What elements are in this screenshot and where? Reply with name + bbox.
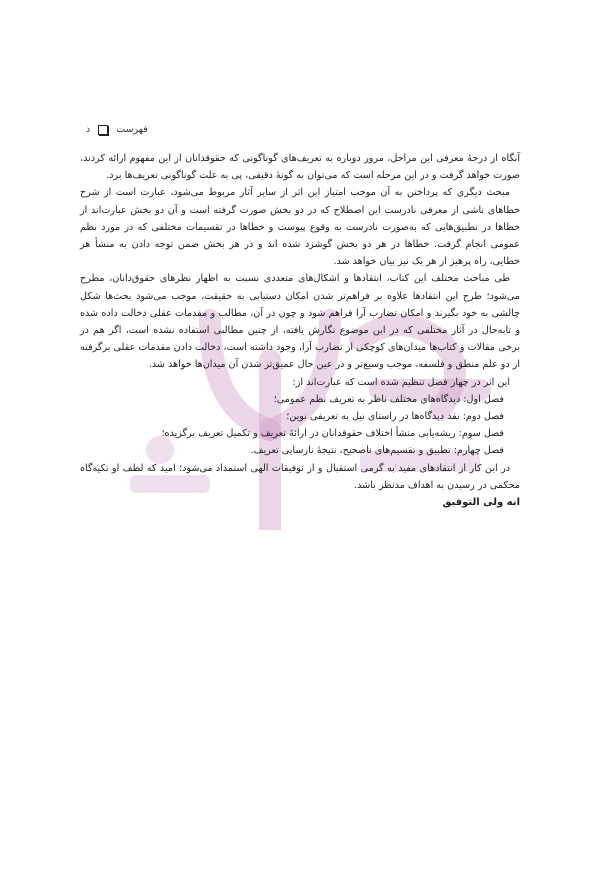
chapter-item: فصل دوم: نقد دیدگاه‌ها در راستای نیل به تعریفی نوین؛ <box>286 411 504 423</box>
chapter-item: فصل اول: دیدگاه‌های مختلف ناظر به تعریف نظم عمومی؛ <box>273 393 504 405</box>
square-bullet-icon <box>98 125 108 135</box>
closing-phrase: انه ولی التوفیق <box>442 497 520 509</box>
page-letter: ذ <box>86 124 91 135</box>
chapter-item: فصل چهارم: تطبیق و تقسیم‌های ناصحیح، نتیجۀ نارسایی تعریف. <box>250 445 504 457</box>
chapters-intro: این اثر در چهار فصل تنظیم شده است که عبارت‌اند از: <box>292 376 510 388</box>
page-header <box>86 124 148 135</box>
chapter-list <box>80 391 504 460</box>
paragraph: آنگاه از درجۀ معرفی این مراحل، مرور دوباره به تعریف‌های گوناگونی که حقوقدانان از این مفهوم ارائه کردند، صورت خواهد گرفت و در این مرحله است که می‌توان به گونۀ دقیقی، پی به علت گوناگونی تعریف‌ها برد. <box>80 153 520 182</box>
header-title: فهرست <box>116 124 148 135</box>
page-body <box>80 150 520 511</box>
paragraph: مبحث دیگری که پرداختن به آن موجب امتیاز این اثر از سایر آثار مربوط می‌شود، عبارت است از شرح خطاهای ناشی از معرفی نادرست این اصطلاح که در دو بخش صورت گرفته است و آن دو بخش عبارت‌اند از خطاها در تطبیق‌هایی که به‌صورت نادرست به وقوع پیوست و خطاها در تقسیمات مختلفی که در مورد نظم عمومی انجام گرفت. خطاها در هر دو بخش گوشزد شده اند و در هر بخش ضمن توجه دادن به منشأ هر خطایی، راه پرهیز از هر یک نیز بیان خواهد شد. <box>80 187 520 268</box>
paragraph: طی مباحث مختلف این کتاب، انتقادها و اشکال‌های متعددی نسبت به اظهار نظرهای حقوق‌دانان، مطرح می‌شود؛ طرح این انتقادها علاوه بر فراهم‌تر شدن امکان دستیابی به حقیقت، موجب می‌شود بحث‌ها شکل چالشی به خود بگیرند و امکان تضارب آرا فراهم شود و چون در آن، مطالب و مقدمات عقلی دخالت داده شده و تابه‌حال در آثار مختلفی که در این موضوع نگارش یافته، از چنین مطالبی استفاده نشده است، اگر هم در برخی مقالات و کتاب‌ها میدان‌های کوچکی از تضارب آرا، وجود داشته است، دخالت دادن مقدمات عقلی برگرفته از دو علم منطق و فلسفه، موجب وسیع‌تر و در عین حال عمیق‌تر شدن آن میدان‌ها خواهد شد. <box>80 273 520 371</box>
final-paragraph: در این کار از انتقادهای مفید به گرمی استقبال و از توفیقات الهی استمداد می‌شود؛ امید که لطف او تکیه‌گاه محکمی در رسیدن به اهداف مدنظر باشد. <box>80 462 520 491</box>
chapter-item: فصل سوم: ریشه‌یابی منشأ اختلاف حقوقدانان در ارائۀ تعریف و تکمیل تعریف برگزیده؛ <box>161 428 504 440</box>
